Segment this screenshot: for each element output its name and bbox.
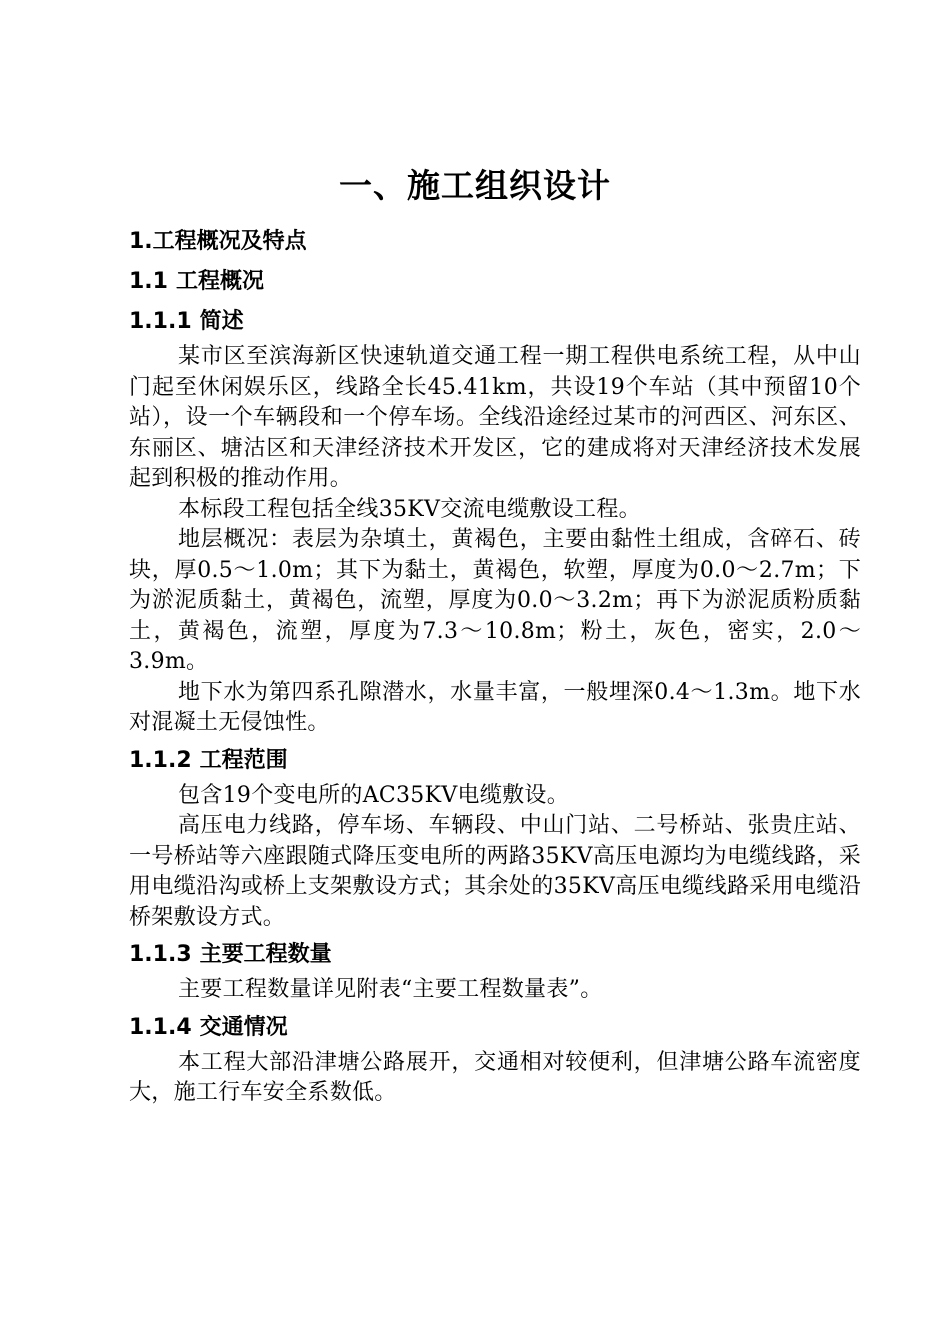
section-number: 1.1.3 [129,942,192,967]
paragraph: 某市区至滨海新区快速轨道交通工程一期工程供电系统工程，从中山门起至休闲娱乐区，线路全长45.41km，共设19个车站（其中预留10个站），设一个车辆段和一个停车场。全线沿途经过某市的河西区、河东区、东丽区、塘沽区和天津经济技术开发区，它的建成将对天津经济技术发展起到积极的推动作用。 [129,344,861,491]
section-title: 简述 [199,309,244,334]
paragraph: 主要工程数量详见附表“主要工程数量表”。 [178,977,603,1002]
section-title: 交通情况 [199,1014,288,1040]
section-label: 1.工程概况及特点 [129,229,307,254]
document-title: 一、施工组织设计 [339,166,611,205]
paragraph: 地下水为第四系孔隙潜水，水量丰富，一般埋深0.4～1.3m。地下水对混凝土无侵蚀性。 [129,679,861,735]
section-heading-1-1-1 [129,302,861,342]
section-heading-1-1-4 [129,1008,861,1048]
section-number: 1.1.1 [129,309,192,334]
paragraph: 地层概况：表层为杂填土，黄褐色，主要由黏性土组成，含碎石、砖块，厚0.5～1.0m；其下为黏土，黄褐色，软塑，厚度为0.0～2.7m；下为淤泥质黏土，黄褐色，流塑，厚度为0.0～3.2m；再下为淤泥质粉质黏土，黄褐色，流塑，厚度为7.3～10.8m；粉土，灰色，密实，2.0～3.9m。 [129,527,861,674]
section-number: 1.1.2 [129,747,192,773]
section-number: 1.1.4 [129,1014,192,1040]
section-number: 1.1 [129,269,168,294]
paragraph: 包含19个变电所的AC35KV电缆敷设。 [178,782,570,808]
paragraph: 本标段工程包括全线35KV交流电缆敷设工程。 [178,496,641,522]
section-title: 工程概况 [175,269,264,294]
section-heading-1 [129,222,861,262]
section-title: 主要工程数量 [199,942,332,967]
paragraph: 本工程大部沿津塘公路展开，交通相对较便利，但津塘公路车流密度大，施工行车安全系数低。 [129,1049,861,1105]
section-heading-1-1 [129,262,861,302]
paragraph: 高压电力线路，停车场、车辆段、中山门站、二号桥站、张贵庄站、一号桥站等六座跟随式降压变电所的两路35KV高压电源均为电缆线路，采用电缆沿沟或桥上支架敷设方式；其余处的35KV高压电缆线路采用电缆沿桥架敷设方式。 [129,813,861,930]
section-heading-1-1-3 [129,935,861,975]
document-body [129,222,861,1109]
section-heading-1-1-2 [129,741,861,781]
section-title: 工程范围 [199,747,288,773]
